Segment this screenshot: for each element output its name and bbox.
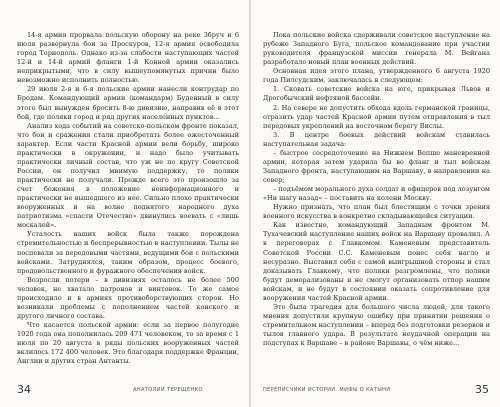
paragraph: Что касается польской армии: если за первое полугодие 1920 года она пополнилась 209 471 человеком, то за время с 1 июля по 20 августа в ряды польских вооруженных частей вклилось 172 400 человек. Это благодаря поддержке Франции, Англии и других стран Антанты.	[17, 321, 239, 366]
paragraph: Это была трагедия для большого числа людей, для такого мнения допустили крупную ошибку при принятии решения о стремительном наступлении – вперед без подготовки резервов и тылов главного удара. В результате неудачной операции на подступах к Варшаве – в районе Варшавы, о чём ниже...	[263, 302, 490, 348]
paragraph: Анализ хода событий на советско-польском фронте показал, что бои и сражения стали приобретать более ожесточенный характер. Если части Красной армии вели борьбу, широко практически в окружении, и надо было учитывать практически личный состав, что уж не по кругу Советской России, он получил мнимую поддержку, то поляки практически не получали. Прежде всего это произошло за счет бежения в положение неинформационного и практически не вышедшего из нее. Сильно плохо практически вооруженных и на волне поднятого народного духа патриотизма «спасти Отечество» двинулись воевать с «лишь москалей».	[17, 121, 239, 230]
right-page	[251, 0, 500, 407]
paragraph: – подъёмом морального духа солдат и офицеров под лозунгом «Ни шагу назад» – поставить на колени Москву.	[263, 185, 490, 203]
paragraph: Возросли потери – в дивизиях осталось не более 500 человек, не хватало патронов и винтовок. То же самое происходило и в армиях противоборствующих сторон. Но возникали проблемы с пополнением частей конского и другого личного состава.	[17, 275, 239, 320]
paragraph: 14-я армия прорвала польскую оборону на реке Збруч и 6 июля развернула бои за Проскуров, 12-я армия освободила город Тернополь. Однако из-за слабости наступающих частей 12-й и 14-й армий фланги 1-й Конной армии оказались неприкрытыми, что в силу вышеупомянутых причин было невозможно исполнить полностью.	[17, 31, 239, 85]
paragraph: 29 июля 2-я и 6-я польские армии нанесли контрудар по Бродам. Командующий армии (командарм) Буденный в силу этого был вынужден бросить 8-ю дивизию, направив её в этот бой, где поляки город и ряд других населенных пунктов...	[17, 85, 239, 121]
right-page-text	[263, 31, 490, 348]
paragraph: Нужно признать, что план был блестящим с точки зрения военного искусства в конкретно складывающейся ситуации.	[263, 203, 490, 221]
paragraph: Основная идея этого плана, утвержденного 6 августа 1920 года Пилсудским, заключалась в следующем:	[263, 67, 490, 85]
paragraph: Пока польские войска сдерживали советское наступление на рубеже Западного Буга, польское командование при участии руководителя французской миссии генерала М. Вейгана разработало новый план военных действий.	[263, 31, 490, 67]
page-number: 34	[17, 383, 31, 396]
paragraph: Как известно, командующий Западным фронтом М. Тухачевский наступление наших войск на Варшаву провалил. А в переговорах с Главкомом Каменевым представитель Советской России С.С. Каменевым понес себя нагло и несуразно. Выставил себя с самой выигрышной стороны и стал доказывать Главкому, что поляки разгромлены, что поляки будут деморализованы и не смогут организовать отпор нашим войскам, и не будут в состоянии оказать сопротивление для вооружения частей Красной армии.	[263, 221, 490, 302]
paragraph: Усталость наших войск была также порождена стремительностью и беспрерывностью в наступлении. Тылы не поспевали за передовыми частями, ведущими бои с польскими войсками. Затруднялся, таким образом, процесс боевого, продовольственного и фуражного обеспечения войск.	[17, 230, 239, 275]
left-page-text	[17, 31, 239, 366]
running-head: ПЕРЕПИСЧИКИ ИСТОРИИ. МИФЫ О КАТЫНИ	[263, 387, 391, 393]
paragraph: 3. В центре боевых действий войскам ставилась наступательная задача:	[263, 130, 490, 148]
paragraph: 1. Сковать советские войска на юге, прикрывая Львов и Дрогобычский нефтяной бассейн.	[263, 85, 490, 103]
paragraph: – быстрое сосредоточение на Нижнем Вепше маневренной армии, которая затем ударила бы во фланг и тыл войскам Западного фронта, наступающим на Варшаву, в направлении на север;	[263, 148, 490, 184]
page-number: 35	[475, 383, 489, 396]
paragraph: 2. На севере не допустить обхода вдоль германской границы, отразить удар частей Красной армии путем отправления в тыл передовых укреплений на восточном берегу Вислы.	[263, 103, 490, 130]
left-page	[0, 0, 249, 407]
left-page-footer	[0, 382, 249, 398]
running-head: АНАТОЛИЙ ТЕРЕЩЕНКО	[133, 387, 203, 393]
right-page-footer	[251, 382, 500, 398]
